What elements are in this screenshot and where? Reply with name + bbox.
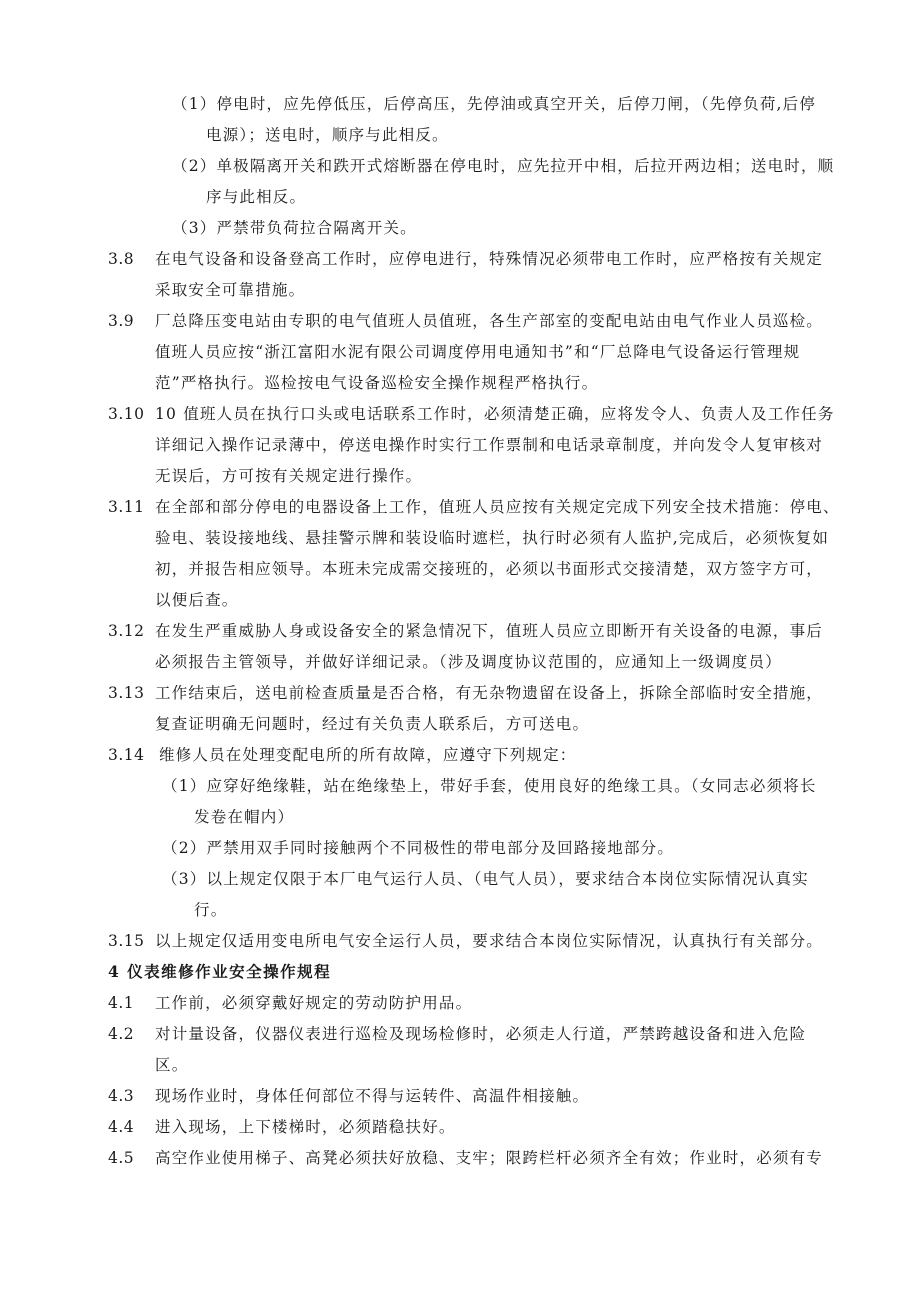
clause-number: 4.5 — [108, 1149, 135, 1167]
clause-3-11-line-3: 初，并报告相应领导。本班未完成需交接班的，必须以书面形式交接清楚，双方签字方可， — [155, 560, 824, 578]
clause-4-5-line-1: 高空作业使用梯子、高凳必须扶好放稳、支牢；限跨栏杆必须齐全有效；作业时，必须有专 — [155, 1149, 824, 1167]
clause-number: 4.4 — [108, 1118, 135, 1136]
clause-3-8-line-2: 采取安全可靠措施。 — [155, 281, 306, 299]
item-2-line-1: （2）单极隔离开关和跌开式熔断器在停电时，应先拉开中相，后拉开两边相；送电时，顺 — [172, 157, 835, 175]
sub-item-1-line-2: 发卷在帽内） — [194, 808, 295, 826]
clause-3-8-line-1: 在电气设备和设备登高工作时，应停电进行，特殊情况必须带电工作时，应严格按有关规定 — [155, 250, 824, 268]
item-1-line-1: （1）停电时，应先停低压，后停高压，先停油或真空开关，后停刀闸，（先停负荷,后停 — [172, 95, 817, 113]
clause-3-11-line-1: 在全部和部分停电的电器设备上工作，值班人员应按有关规定完成下列安全技术措施：停电、 — [155, 498, 840, 516]
clause-number: 3.15 — [108, 932, 145, 950]
clause-4-4-line-1: 进入现场，上下楼梯时，必须踏稳扶好。 — [155, 1118, 456, 1136]
clause-3-13-line-1: 工作结束后，送电前检查质量是否合格，有无杂物遗留在设备上，拆除全部临时安全措施， — [155, 684, 824, 702]
clause-3-9-line-2: 值班人员应按“浙江富阳水泥有限公司调度停用电通知书”和“厂总降电气设备运行管理规 — [155, 343, 801, 361]
item-1-line-2: 电源）；送电时，顺序与此相反。 — [206, 126, 449, 144]
sub-item-3-line-2: 行。 — [194, 901, 228, 919]
clause-number: 4.3 — [108, 1087, 135, 1105]
clause-3-14-line-1: 维修人员在处理变配电所的所有故障，应遵守下列规定： — [159, 746, 577, 764]
item-2-line-2: 序与此相反。 — [206, 188, 307, 206]
item-3-line-1: （3）严禁带负荷拉合隔离开关。 — [172, 219, 417, 237]
section-4-heading: 4 仪表维修作业安全操作规程 — [108, 962, 332, 981]
clause-number: 4.1 — [108, 994, 135, 1012]
clause-4-1-line-1: 工作前，必须穿戴好规定的劳动防护用品。 — [155, 994, 473, 1012]
clause-3-12-line-1: 在发生严重威胁人身或设备安全的紧急情况下，值班人员应立即断开有关设备的电源，事后 — [155, 622, 824, 640]
clause-number: 3.11 — [108, 498, 145, 516]
sub-item-2-line-1: （2）严禁用双手同时接触两个不同极性的带电部分及回路接地部分。 — [162, 839, 675, 857]
clause-number: 3.12 — [108, 622, 145, 640]
clause-number: 3.13 — [108, 684, 145, 702]
clause-number: 4.2 — [108, 1025, 135, 1043]
clause-3-15-line-1: 以上规定仅适用变电所电气安全运行人员，要求结合本岗位实际情况，认真执行有关部分。 — [155, 932, 824, 950]
clause-3-13-line-2: 复查证明确无问题时，经过有关负责人联系后，方可送电。 — [155, 715, 590, 733]
clause-4-2-line-2: 区。 — [155, 1056, 189, 1074]
clause-3-11-line-2: 验电、装设接地线、悬挂警示牌和装设临时遮栏，执行时必须有人监护,完成后，必须恢复如 — [155, 529, 830, 547]
clause-3-11-line-4: 以便后查。 — [155, 591, 239, 609]
clause-3-9-line-1: 厂总降压变电站由专职的电气值班人员值班，各生产部室的变配电站由电气作业人员巡检。 — [155, 312, 824, 330]
clause-number: 3.8 — [108, 250, 135, 268]
clause-4-2-line-1: 对计量设备，仪器仪表进行巡检及现场检修时，必须走人行道，严禁跨越设备和进入危险 — [155, 1025, 807, 1043]
clause-number: 3.14 — [108, 746, 145, 764]
clause-number: 3.9 — [108, 312, 135, 330]
clause-3-10-line-1: 10 值班人员在执行口头或电话联系工作时，必须清楚正确，应将发令人、负责人及工作任务 — [155, 405, 835, 423]
sub-item-1-line-1: （1）应穿好绝缘鞋，站在绝缘垫上，带好手套，使用良好的绝缘工具。（女同志必须将长 — [162, 777, 817, 795]
clause-3-12-line-2: 必须报告主管领导，并做好详细记录。（涉及调度协议范围的，应通知上一级调度员） — [155, 653, 782, 671]
clause-number: 3.10 — [108, 405, 145, 423]
sub-item-3-line-1: （3）以上规定仅限于本厂电气运行人员、（电气人员），要求结合本岗位实际情况认真实 — [162, 870, 809, 888]
clause-3-10-line-2: 详细记入操作记录薄中，停送电操作时实行工作票制和电话录章制度，并向发令人复审核对 — [155, 436, 824, 454]
clause-4-3-line-1: 现场作业时，身体任何部位不得与运转件、高温件相接触。 — [155, 1087, 590, 1105]
clause-3-10-line-3: 无误后，方可按有关规定进行操作。 — [155, 467, 423, 485]
clause-3-9-line-3: 范”严格执行。巡检按电气设备巡检安全操作规程严格执行。 — [155, 374, 599, 392]
